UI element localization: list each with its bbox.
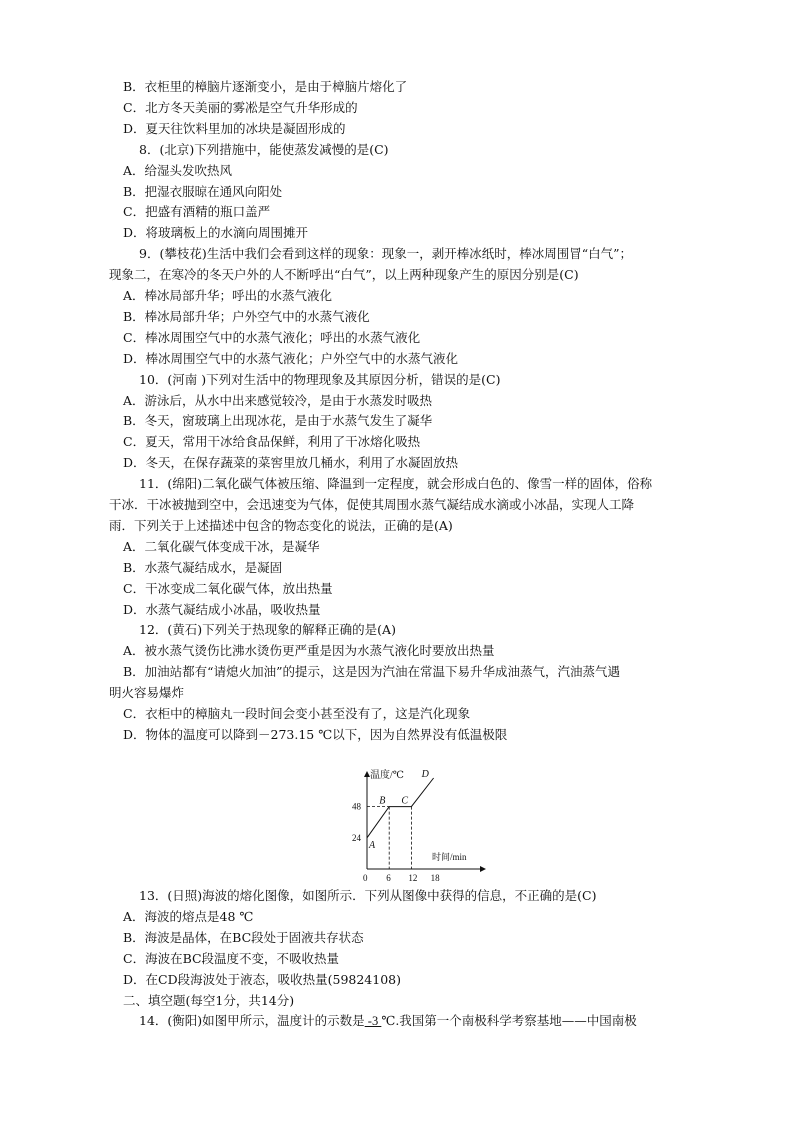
melting-curve [367, 778, 434, 838]
text-line: C．海波在BC段温度不变，不吸收热量 [123, 950, 340, 966]
text-line: C．干冰变成二氧化碳气体，放出热量 [123, 580, 333, 596]
x-tick-label: 12 [408, 873, 418, 883]
text-line: 明火容易爆炸 [109, 685, 185, 701]
text-line: D．棒冰周围空气中的水蒸气液化；户外空气中的水蒸气液化 [123, 350, 459, 366]
melting-graph [340, 764, 490, 884]
text-line: A．被水蒸气烫伤比沸水烫伤更严重是因为水蒸气液化时要放出热量 [123, 643, 495, 659]
text-line: C．棒冰周围空气中的水蒸气液化；呼出的水蒸气液化 [123, 329, 421, 345]
text-line: D．夏天往饮料里加的冰块是凝固形成的 [123, 120, 346, 136]
y-tick-label: 24 [352, 832, 361, 843]
text-line: C．北方冬天美丽的雾凇是空气升华形成的 [123, 99, 358, 115]
text-line: 现象二，在寒冷的冬天户外的人不断呼出“白气”，以上两种现象产生的原因分别是(C) [109, 267, 579, 283]
text-line: D．水蒸气凝结成小冰晶，吸收热量 [123, 601, 321, 617]
text-line: D．物体的温度可以降到－273.15 ℃以下，因为自然界没有低温极限 [123, 726, 508, 742]
text-line: A．棒冰局部升华；呼出的水蒸气液化 [123, 288, 333, 303]
q14-text-before: 14．(衡阳)如图甲所示，温度计的示数是 [139, 1013, 365, 1029]
text-line: B．衣柜里的樟脑片逐渐变小，是由于樟脑片熔化了 [123, 79, 408, 94]
text-line: B．加油站都有“请熄火加油”的提示，这是因为汽油在常温下易升华成油蒸气，汽油蒸气遇 [123, 664, 620, 680]
text-line: C．夏天，常用干冰给食品保鲜，利用了干冰熔化吸热 [123, 434, 421, 450]
text-line: 12．(黄石)下列关于热现象的解释正确的是(A) [139, 622, 396, 638]
text-line: C．衣柜中的樟脑丸一段时间会变小甚至没有了，这是汽化现象 [123, 706, 471, 721]
x-tick-label: 18 [430, 873, 440, 883]
point-label-d: D [421, 769, 429, 780]
text-line: B．冬天，窗玻璃上出现冰花，是由于水蒸气发生了凝华 [123, 413, 433, 429]
x-tick-label: 0 [363, 873, 368, 883]
text-line: A．二氧化碳气体变成干冰，是凝华 [123, 538, 320, 554]
text-line: D．在CD段海波处于液态，吸收热量(59824108) [123, 971, 401, 987]
text-line: A．给湿头发吹热风 [123, 162, 233, 178]
text-line: 9．(攀枝花)生活中我们会看到这样的现象：现象一，剥开棒冰纸时，棒冰周围冒“白气”； [139, 246, 632, 262]
text-line: 干冰．干冰被抛到空中，会迅速变为气体，促使其周围水蒸气凝结成水滴或小冰晶，实现人工降 [109, 497, 635, 512]
text-line: 二、填空题(每空1分，共14分) [123, 992, 295, 1008]
point-label-a: A [369, 839, 376, 851]
text-line: B．海波是晶体，在BC段处于固液共存状态 [123, 929, 364, 945]
text-line: 11．(绵阳)二氧化碳气体被压缩、降温到一定程度，就会形成白色的、像雪一样的固体，俗称 [139, 476, 653, 492]
x-axis-label: 时间/min [432, 852, 467, 862]
point-label-c: C [401, 795, 409, 807]
text-line: 雨．下列关于上述描述中包含的物态变化的说法，正确的是(A) [109, 517, 453, 533]
question-14 [139, 1012, 637, 1030]
text-line: 8．(北京)下列措施中，能使蒸发减慢的是(C) [139, 141, 389, 157]
y-axis-label: 温度/℃ [370, 770, 404, 781]
point-label-b: B [379, 795, 386, 807]
y-tick-label: 48 [352, 801, 361, 812]
q14-text-after: ℃.我国第一个南极科学考察基地——中国南极 [381, 1013, 637, 1029]
text-line: A．海波的熔点是48 ℃ [123, 908, 254, 924]
q14-answer-blank: -3 [364, 1014, 382, 1029]
text-line: A．游泳后，从水中出来感觉较冷，是由于水蒸发时吸热 [123, 392, 433, 408]
text-line: 13．(日照)海波的熔化图像，如图所示．下列从图像中获得的信息，不正确的是(C) [139, 888, 597, 903]
text-line: 10．(河南 )下列对生活中的物理现象及其原因分析，错误的是(C) [139, 371, 501, 387]
text-line: B．水蒸气凝结成水，是凝固 [123, 559, 283, 575]
text-line: B．棒冰局部升华；户外空气中的水蒸气液化 [123, 308, 370, 324]
text-line: D．冬天，在保存蔬菜的菜窖里放几桶水，利用了水凝固放热 [123, 455, 459, 471]
text-line: C．把盛有酒精的瓶口盖严 [123, 204, 271, 220]
text-line: B．把湿衣服晾在通风向阳处 [123, 183, 283, 199]
x-tick-label: 6 [386, 873, 391, 883]
text-line: D．将玻璃板上的水滴向周围摊开 [123, 225, 309, 241]
